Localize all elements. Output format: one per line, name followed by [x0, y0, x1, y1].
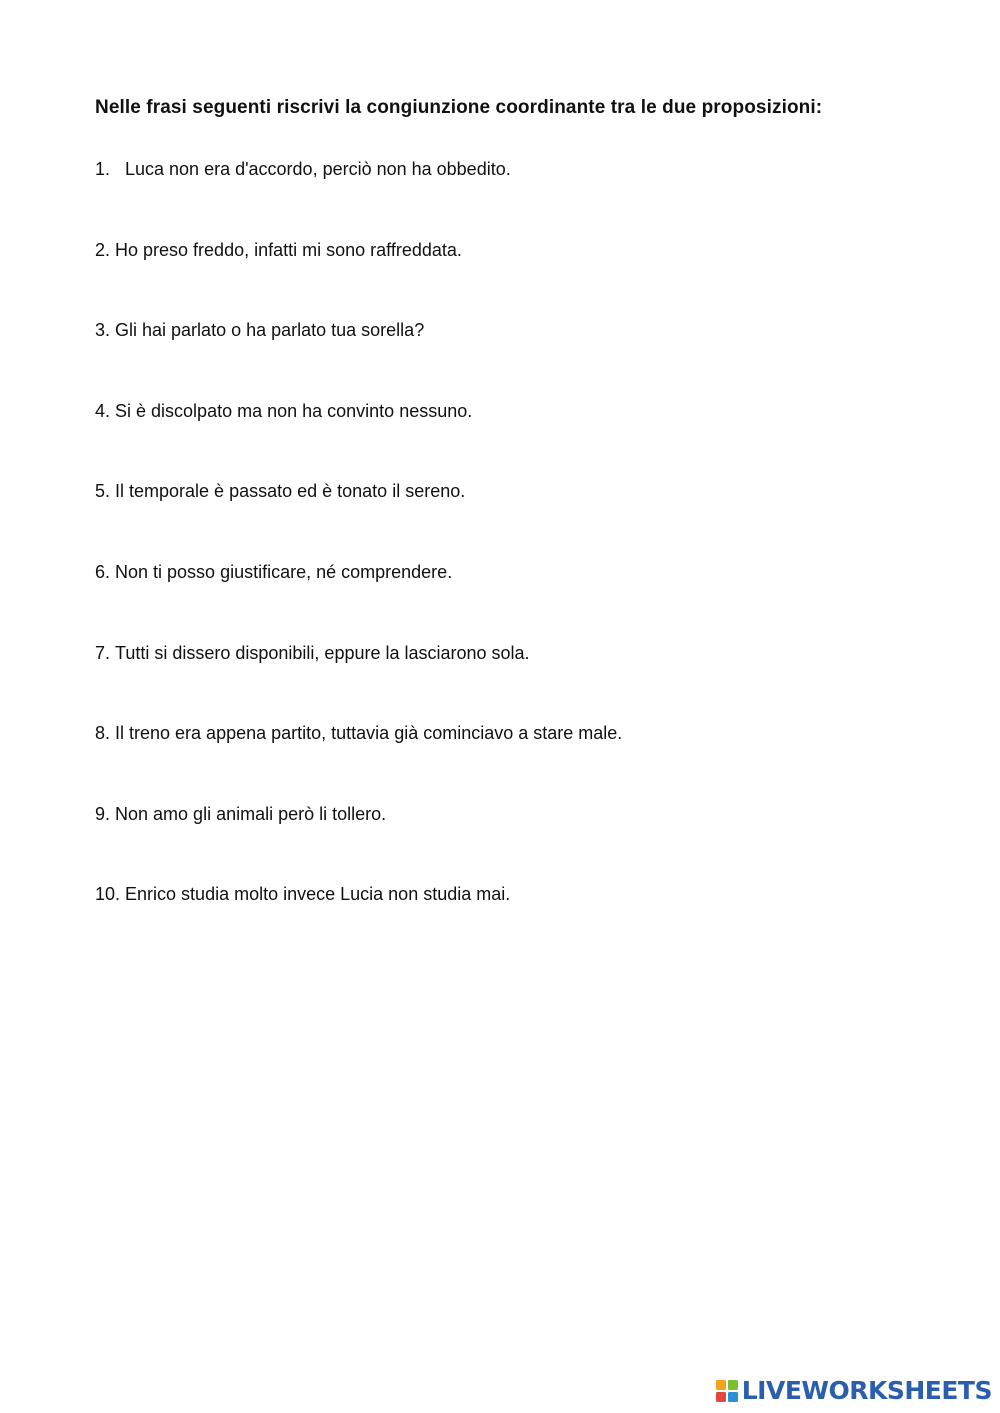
item-text: Ho preso freddo, infatti mi sono raffreddata. [115, 239, 462, 260]
item-text: Si è discolpato ma non ha convinto nessuno. [115, 400, 473, 421]
exercise-item [95, 319, 622, 400]
exercise-item [95, 883, 622, 964]
item-number: 7. [95, 642, 111, 663]
item-text: Luca non era d'accordo, perciò non ha obbedito. [125, 159, 511, 179]
liveworksheets-brand[interactable] [716, 1377, 992, 1405]
item-text: Non amo gli animali però li tollero. [115, 803, 387, 824]
exercise-item [95, 239, 622, 320]
item-number: 9. [95, 803, 111, 824]
item-number: 5. [95, 481, 111, 502]
liveworksheets-wordmark: LIVEWORKSHEETS [741, 1376, 992, 1405]
item-number: 3. [95, 320, 111, 341]
item-text: Enrico studia molto invece Lucia non studia mai. [125, 884, 511, 905]
item-text: Il temporale è passato ed è tonato il sereno. [115, 481, 466, 502]
item-number: 6. [95, 561, 111, 582]
item-number: 2. [95, 239, 111, 260]
exercise-item [95, 803, 622, 884]
item-number: 1. [95, 159, 111, 179]
liveworksheets-logo-icon [716, 1380, 738, 1402]
exercise-item [95, 400, 622, 481]
item-text: Non ti posso giustificare, né comprendere. [115, 561, 453, 582]
exercise-item [95, 561, 622, 642]
exercise-item [95, 722, 622, 803]
item-text: Gli hai parlato o ha parlato tua sorella? [115, 320, 425, 341]
item-number: 4. [95, 400, 111, 421]
worksheet-title: Nelle frasi seguenti riscrivi la congiunzione coordinante tra le due proposizioni: [95, 97, 823, 118]
exercise-item [95, 158, 622, 239]
exercise-list [95, 158, 622, 964]
item-number: 8. [95, 723, 111, 744]
exercise-item [95, 642, 622, 723]
exercise-item [95, 480, 622, 561]
item-text: Tutti si dissero disponibili, eppure la lasciarono sola. [115, 642, 530, 663]
item-number: 10. [95, 884, 121, 905]
item-text: Il treno era appena partito, tuttavia già cominciavo a stare male. [115, 723, 623, 744]
